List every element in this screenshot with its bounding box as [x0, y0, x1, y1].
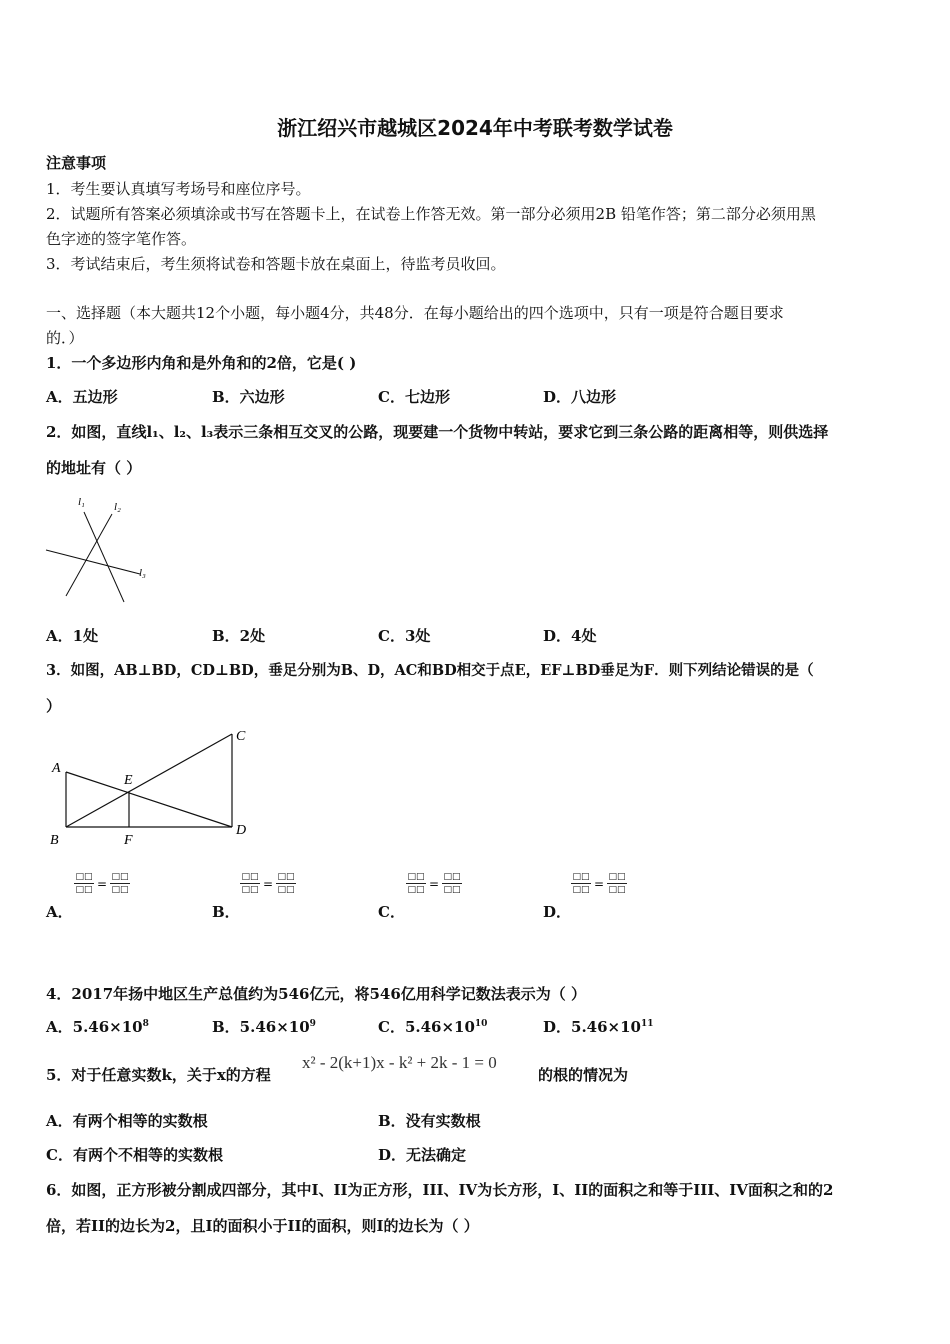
q3-figure	[46, 722, 258, 852]
q3-label-e: E	[124, 773, 133, 788]
q1-option-d: D．八边形	[543, 388, 617, 406]
q3-label-d: D	[236, 823, 247, 838]
section-heading-line1: 一、选择题（本大题共12个小题，每小题4分，共48分．在每小题给出的四个选项中，只有一项是符合题目要求	[46, 304, 784, 322]
q5-option-d: D．无法确定	[378, 1146, 467, 1164]
q1-stem: 1．一个多边形内角和是外角和的2倍，它是( )	[46, 354, 357, 372]
q4-option-d: D．$5.46\times 10^{11}$	[543, 1018, 654, 1036]
q3-stem-line1: 3．如图，AB⊥BD，CD⊥BD，垂足分别为B、D，AC和BD相交于点E，EF⊥BD垂足为F．则下列结论错误的是（	[46, 662, 814, 679]
q3-stem-line2: ）	[46, 697, 62, 715]
q2-line-l3	[46, 550, 140, 574]
q2-line-l2	[66, 514, 112, 596]
q5-stem-post: 的根的情况为	[538, 1066, 629, 1084]
q3-label-b: B	[50, 833, 59, 848]
notice-heading: 注意事项	[46, 154, 107, 172]
notice-item-1: 1．考生要认真填写考场号和座位序号。	[46, 180, 311, 198]
notice-item-3: 3．考试结束后，考生须将试卷和答题卡放在桌面上，待监考员收回。	[46, 255, 506, 273]
q3-formula-a: □□ □□ = □□ □□	[75, 872, 129, 895]
q5-stem-pre: 5．对于任意实数k，关于x的方程	[46, 1066, 271, 1084]
q3-label-a: A	[52, 761, 61, 776]
page-title: 浙江绍兴市越城区2024年中考联考数学试卷	[277, 116, 673, 140]
q2-option-d: D．4处	[543, 627, 597, 645]
q3-formula-c: □□ □□ = □□ □□	[407, 872, 461, 895]
notice-item-2b: 色字迹的签字笔作答。	[46, 230, 197, 248]
q2-option-a: A．1处	[46, 627, 99, 645]
q6-stem-line1: 6．如图，正方形被分割成四部分，其中I、II为正方形，III、IV为长方形，I、II的面积之和等于III、IV面积之和的2	[46, 1181, 834, 1199]
q2-stem-line2: 的地址有（ ）	[46, 459, 142, 477]
q5-option-c: C．有两个不相等的实数根	[46, 1146, 223, 1164]
q4-option-b: B．$5.46\times 10^9$	[212, 1018, 316, 1036]
q6-stem-line2: 倍，若II的边长为2，且I的面积小于II的面积，则I的边长为（ ）	[46, 1217, 479, 1235]
q5-option-a: A．有两个相等的实数根	[46, 1112, 208, 1130]
q3-label-c: C	[236, 729, 246, 744]
q2-stem-line1: 2．如图，直线l₁、l₂、l₃表示三条相互交叉的公路，现要建一个货物中转站，要求它到三条公路的距离相等，则供选择	[46, 423, 829, 441]
q2-label-l1: l₁	[78, 496, 85, 508]
q5-option-b: B．没有实数根	[378, 1112, 481, 1130]
q1-option-a: A．五边形	[46, 388, 118, 406]
q5-equation: x² - 2(k+1)x - k² + 2k - 1 = 0	[302, 1053, 497, 1072]
q3-formula-b: □□ □□ = □□ □□	[241, 872, 295, 895]
q4-option-c: C．$5.46\times 10^{10}$	[378, 1018, 488, 1036]
q2-label-l2: l₂	[114, 501, 121, 513]
q2-option-c: C．3处	[378, 627, 431, 645]
q1-option-b: B．六边形	[212, 388, 285, 406]
q3-option-d: D．	[543, 903, 572, 921]
q4-option-a: A．$5.46\times 10^8$	[46, 1018, 149, 1036]
q2-figure	[44, 492, 164, 607]
q2-label-l3: l₃	[139, 567, 146, 579]
section-heading-line2: 的．）	[46, 329, 84, 347]
q2-line-l1	[84, 512, 124, 602]
q2-option-b: B．2处	[212, 627, 266, 645]
q1-option-c: C．七边形	[378, 388, 450, 406]
notice-item-2a: 2．试题所有答案必须填涂或书写在答题卡上，在试卷上作答无效。第一部分必须用2B 铅笔作答；第二部分必须用黑	[46, 205, 816, 223]
q3-option-c: C．	[378, 903, 405, 921]
q3-formula-d: □□ □□ = □□ □□	[572, 872, 626, 895]
q3-label-f: F	[124, 833, 133, 848]
q3-option-a: A．	[46, 903, 73, 921]
q3-option-b: B．	[212, 903, 240, 921]
q4-stem: 4．2017年扬中地区生产总值约为546亿元，将546亿用科学记数法表示为（ ）	[46, 985, 587, 1003]
